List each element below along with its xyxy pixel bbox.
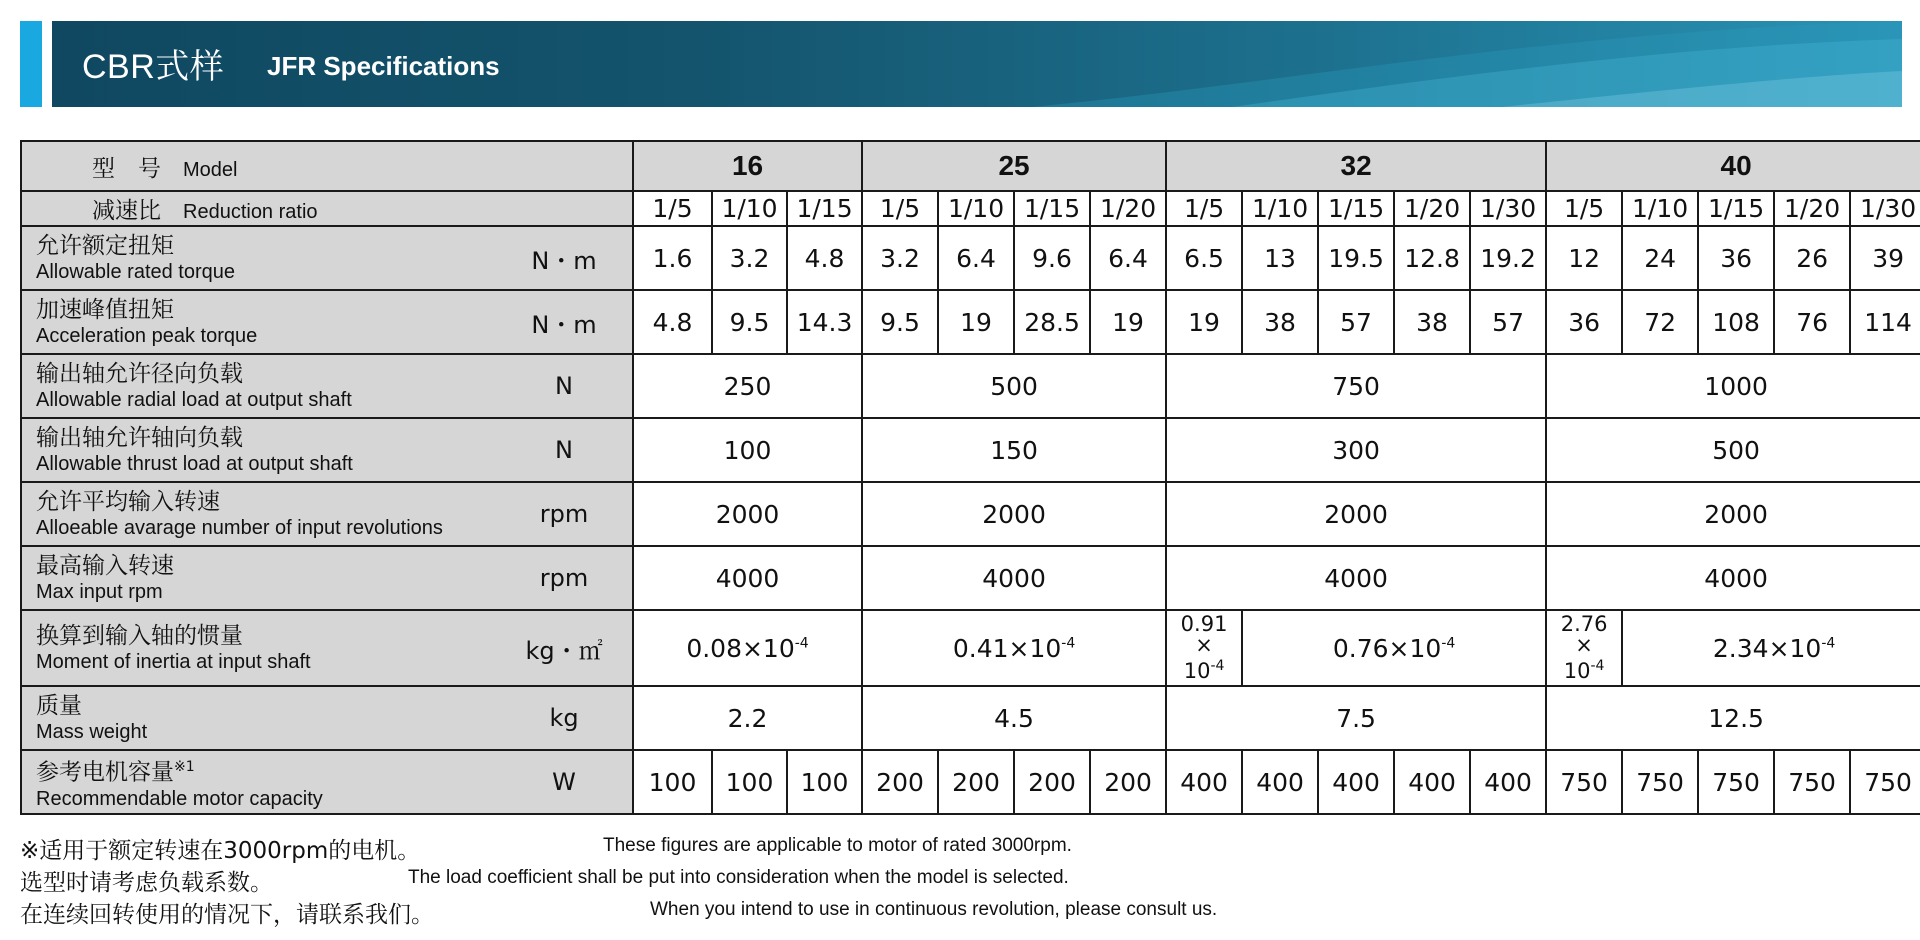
value-cell: 19.2: [1470, 226, 1546, 290]
row-label: [21, 750, 496, 814]
inertia-base: 10: [1563, 659, 1591, 683]
value-cell: 2000: [1166, 482, 1546, 546]
value-cell: 150: [862, 418, 1166, 482]
model-16: 16: [633, 141, 862, 191]
value-cell: 6.4: [1090, 226, 1166, 290]
value-cell: 750: [1698, 750, 1774, 814]
ratio-cell: 1/10: [1622, 191, 1698, 226]
row-unit: W: [496, 750, 633, 814]
model-32: 32: [1166, 141, 1546, 191]
row-unit: N・m: [496, 226, 633, 290]
row-inertia: [21, 610, 1920, 686]
value-cell: 114: [1850, 290, 1920, 354]
row-rated-torque: [21, 226, 1920, 290]
row-avg-input: [21, 482, 1920, 546]
value-cell: 36: [1698, 226, 1774, 290]
note-mark: ※1: [174, 759, 195, 776]
value-cell: 4000: [1546, 546, 1920, 610]
ratio-label-cn: 减速比: [92, 198, 161, 224]
row-label-cn: 最高输入转速: [36, 553, 174, 579]
value-cell: 400: [1470, 750, 1546, 814]
value-cell: 12.5: [1546, 686, 1920, 750]
row-unit: rpm: [496, 482, 633, 546]
footnote-cn: 在连续回转使用的情况下，请联系我们。: [20, 902, 434, 928]
row-unit: rpm: [496, 546, 633, 610]
row-label-cn: 允许额定扭矩: [36, 233, 174, 259]
value-cell: 24: [1622, 226, 1698, 290]
value-cell: 76: [1774, 290, 1850, 354]
model-header-cell: [21, 141, 633, 191]
footnote: [20, 896, 1900, 926]
value-cell: 750: [1622, 750, 1698, 814]
value-cell: 4.5: [862, 686, 1166, 750]
inertia-mantissa: 2.34×10: [1712, 633, 1822, 663]
row-label: [21, 354, 496, 418]
times-sign: ×: [1195, 633, 1213, 657]
value-cell: 100: [787, 750, 862, 814]
value-cell: 28.5: [1014, 290, 1090, 354]
value-cell: 500: [862, 354, 1166, 418]
ratio-label-en: Reduction ratio: [183, 201, 318, 223]
value-cell: 750: [1774, 750, 1850, 814]
row-label-cn: 输出轴允许径向负载: [36, 361, 243, 387]
row-unit: N: [496, 418, 633, 482]
value-cell: 14.3: [787, 290, 862, 354]
row-max-input: [21, 546, 1920, 610]
row-motor: [21, 750, 1920, 814]
value-cell: 7.5: [1166, 686, 1546, 750]
inertia-exponent: -4: [1061, 635, 1076, 652]
value-cell: 72: [1622, 290, 1698, 354]
footnote-en: The load coefficient shall be put into consideration when the model is selected.: [408, 867, 1069, 888]
row-unit: kg・㎡: [496, 610, 633, 686]
inertia-mantissa: 2.76: [1560, 612, 1608, 636]
value-cell: 1.6: [633, 226, 712, 290]
value-cell: 19: [1090, 290, 1166, 354]
value-cell: 750: [1546, 750, 1622, 814]
row-label: [21, 686, 496, 750]
inertia-exponent: -4: [1821, 635, 1836, 652]
row-label-cn-wrap: [36, 753, 496, 787]
value-cell: 13: [1242, 226, 1318, 290]
row-label-cn: 加速峰值扭矩: [36, 297, 174, 323]
ratio-cell: 1/15: [787, 191, 862, 226]
row-label-cn: 参考电机容量: [36, 759, 174, 786]
value-cell: 1000: [1546, 354, 1920, 418]
row-label-en: Mass weight: [36, 721, 148, 743]
footnote-en: When you intend to use in continuous revolution, please consult us.: [650, 899, 1218, 920]
value-cell: [1242, 610, 1546, 686]
row-mass: [21, 686, 1920, 750]
value-cell: 57: [1318, 290, 1394, 354]
ratio-cell: 1/15: [1014, 191, 1090, 226]
row-label-en: Allowable thrust load at output shaft: [36, 453, 353, 475]
inertia-mantissa: 0.08×10: [686, 633, 795, 663]
value-cell: 9.6: [1014, 226, 1090, 290]
value-cell: 2000: [862, 482, 1166, 546]
value-cell: 3.2: [862, 226, 938, 290]
value-cell: 57: [1470, 290, 1546, 354]
row-label-en: Max input rpm: [36, 581, 163, 603]
row-label-cn: 允许平均输入转速: [36, 489, 220, 515]
value-cell: 300: [1166, 418, 1546, 482]
row-label: [21, 482, 496, 546]
value-cell: 400: [1166, 750, 1242, 814]
value-cell: 4000: [862, 546, 1166, 610]
row-label: [21, 546, 496, 610]
value-cell: 200: [862, 750, 938, 814]
ratio-cell: 1/20: [1394, 191, 1470, 226]
model-row: [21, 141, 1920, 191]
spec-table: [20, 140, 1920, 815]
ratio-cell: 1/30: [1470, 191, 1546, 226]
value-cell: 100: [633, 750, 712, 814]
row-label-en: Acceleration peak torque: [36, 325, 258, 347]
value-cell: 200: [938, 750, 1014, 814]
value-cell: 36: [1546, 290, 1622, 354]
row-label-cn: 换算到输入轴的惯量: [36, 623, 243, 649]
row-peak-torque: [21, 290, 1920, 354]
model-40: 40: [1546, 141, 1920, 191]
row-label-en: Alloeable avarage number of input revolutions: [36, 517, 443, 539]
banner-accent-bar: [20, 21, 42, 107]
value-cell: 9.5: [712, 290, 787, 354]
inertia-mantissa: 0.91: [1180, 612, 1228, 636]
ratio-cell: 1/10: [938, 191, 1014, 226]
ratio-cell: 1/15: [1698, 191, 1774, 226]
value-cell: 38: [1242, 290, 1318, 354]
row-unit: kg: [496, 686, 633, 750]
value-cell-stacked: [1166, 610, 1242, 686]
value-cell: 4.8: [633, 290, 712, 354]
ratio-header-cell: [21, 191, 633, 226]
value-cell: 9.5: [862, 290, 938, 354]
ratio-cell: 1/30: [1850, 191, 1920, 226]
value-cell: 19: [938, 290, 1014, 354]
value-cell: 4000: [633, 546, 862, 610]
value-cell: 500: [1546, 418, 1920, 482]
times-sign: ×: [1575, 633, 1593, 657]
page-title-en: JFR Specifications: [267, 51, 500, 81]
value-cell: 6.4: [938, 226, 1014, 290]
page-title-cn: CBR式样: [82, 48, 225, 86]
value-cell: 250: [633, 354, 862, 418]
value-cell: 3.2: [712, 226, 787, 290]
ratio-cell: 1/10: [712, 191, 787, 226]
inertia-exponent: -4: [1441, 635, 1456, 652]
footnote-cn: ※适用于额定转速在3000rpm的电机。: [20, 838, 421, 864]
ratio-cell: 1/20: [1090, 191, 1166, 226]
value-cell: [1622, 610, 1920, 686]
footnote-cn: 选型时请考虑负载系数。: [20, 870, 273, 896]
row-label-en: Recommendable motor capacity: [36, 787, 323, 810]
value-cell: 4.8: [787, 226, 862, 290]
model-label-en: Model: [183, 158, 238, 181]
value-cell: [862, 610, 1166, 686]
ratio-cell: 1/5: [1546, 191, 1622, 226]
ratio-cell: 1/15: [1318, 191, 1394, 226]
inertia-exponent: -4: [1210, 658, 1225, 674]
value-cell: 750: [1850, 750, 1920, 814]
value-cell: 400: [1318, 750, 1394, 814]
value-cell: [633, 610, 862, 686]
row-label: [21, 290, 496, 354]
value-cell: 2000: [633, 482, 862, 546]
value-cell: 4000: [1166, 546, 1546, 610]
value-cell: 12: [1546, 226, 1622, 290]
title-banner: [52, 21, 1902, 107]
row-label: [21, 418, 496, 482]
footnote-en: These figures are applicable to motor of rated 3000rpm.: [603, 835, 1072, 856]
value-cell: 19: [1166, 290, 1242, 354]
ratio-row: [21, 191, 1920, 226]
value-cell: 19.5: [1318, 226, 1394, 290]
ratio-cell: 1/20: [1774, 191, 1850, 226]
value-cell: 400: [1242, 750, 1318, 814]
ratio-cell: 1/5: [633, 191, 712, 226]
inertia-base: 10: [1183, 659, 1211, 683]
value-cell: 12.8: [1394, 226, 1470, 290]
value-cell: 200: [1090, 750, 1166, 814]
value-cell: 39: [1850, 226, 1920, 290]
inertia-exponent: -4: [1590, 658, 1605, 674]
row-label: [21, 610, 496, 686]
value-cell: 26: [1774, 226, 1850, 290]
row-label-en: Allowable radial load at output shaft: [36, 389, 352, 411]
footnote: [20, 864, 1900, 894]
value-cell: 750: [1166, 354, 1546, 418]
inertia-mantissa: 0.76×10: [1332, 633, 1442, 663]
row-label: [21, 226, 496, 290]
ratio-cell: 1/10: [1242, 191, 1318, 226]
row-thrust-load: [21, 418, 1920, 482]
value-cell: 100: [633, 418, 862, 482]
value-cell: 2.2: [633, 686, 862, 750]
value-cell: 200: [1014, 750, 1090, 814]
row-label-en: Moment of inertia at input shaft: [36, 651, 311, 673]
row-label-cn: 输出轴允许轴向负载: [36, 425, 243, 451]
model-label-cn: 型 号: [92, 155, 161, 182]
value-cell-stacked: [1546, 610, 1622, 686]
row-unit: N: [496, 354, 633, 418]
value-cell: 108: [1698, 290, 1774, 354]
ratio-cell: 1/5: [862, 191, 938, 226]
row-radial-load: [21, 354, 1920, 418]
row-label-cn: 质量: [36, 693, 82, 719]
inertia-mantissa: 0.41×10: [952, 633, 1062, 663]
inertia-exponent: -4: [794, 635, 809, 652]
value-cell: 2000: [1546, 482, 1920, 546]
value-cell: 6.5: [1166, 226, 1242, 290]
ratio-cell: 1/5: [1166, 191, 1242, 226]
row-unit: N・m: [496, 290, 633, 354]
value-cell: 38: [1394, 290, 1470, 354]
model-25: 25: [862, 141, 1166, 191]
footnote: [20, 832, 1900, 862]
value-cell: 400: [1394, 750, 1470, 814]
value-cell: 100: [712, 750, 787, 814]
row-label-en: Allowable rated torque: [36, 261, 236, 283]
